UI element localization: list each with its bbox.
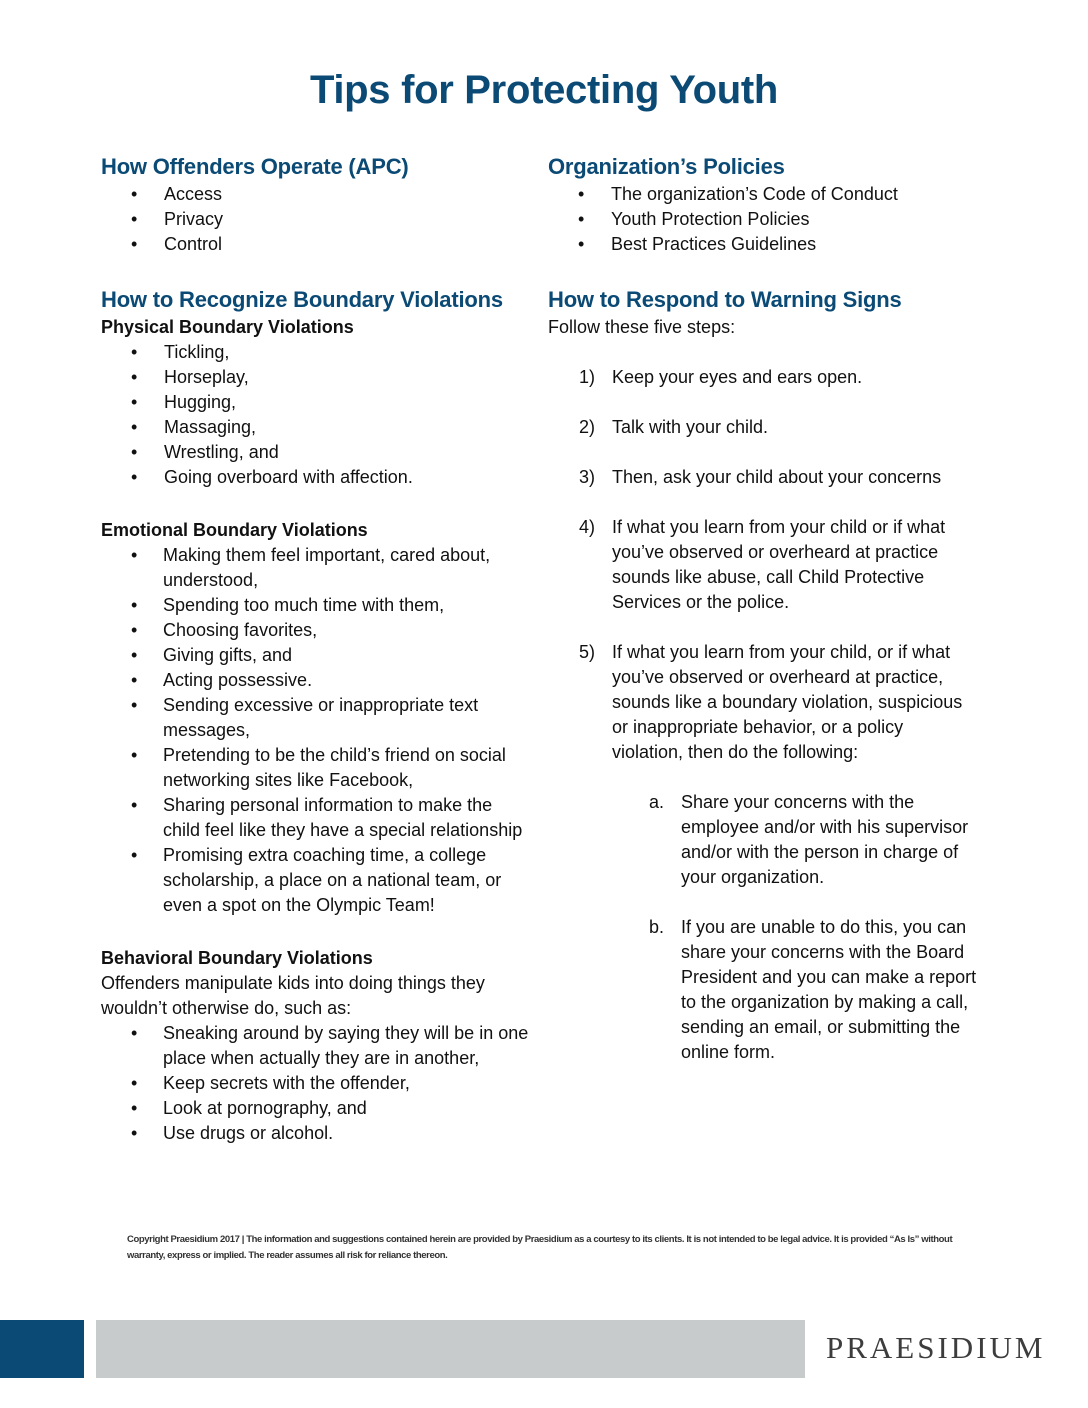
policies-heading: Organization’s Policies — [548, 154, 785, 179]
respond-intro: Follow these five steps: — [548, 317, 736, 337]
policies-section — [548, 152, 978, 257]
steps-list — [548, 365, 978, 765]
right-column — [548, 152, 978, 1065]
list-item: • The organization’s Code of Conduct — [548, 182, 978, 207]
list-item: • Acting possessive. — [101, 668, 531, 693]
list-item: • Youth Protection Policies — [548, 207, 978, 232]
list-item: • Going overboard with affection. — [101, 465, 531, 490]
physical-heading: Physical Boundary Violations — [101, 317, 354, 337]
substep-text: If you are unable to do this, you can share your concerns with the Board President and you can make a report to the organization by making a call, sending an email, or submitting the online form. — [681, 917, 977, 1062]
page-title: Tips for Protecting Youth — [309, 68, 779, 112]
physical-list — [101, 340, 531, 490]
footer-accent-block — [0, 1320, 84, 1378]
list-item: • Privacy — [101, 207, 531, 232]
boundary-heading: How to Recognize Boundary Violations — [101, 287, 503, 312]
step-number: 1) — [579, 367, 596, 387]
list-item: • Best Practices Guidelines — [548, 232, 978, 257]
list-item: • Use drugs or alcohol. — [101, 1121, 531, 1146]
offenders-list — [101, 182, 531, 257]
list-item: • Spending too much time with them, — [101, 593, 531, 618]
footer-bar — [96, 1320, 805, 1378]
list-item: • Control — [101, 232, 531, 257]
behavioral-heading: Behavioral Boundary Violations — [101, 948, 373, 968]
substep-letter: b. — [649, 917, 665, 937]
step-number: 2) — [579, 417, 596, 437]
step-item — [548, 415, 978, 440]
praesidium-logo: PRAESIDIUM — [826, 1330, 1046, 1365]
step-text: If what you learn from your child or if what you’ve observed or overheard at practice sounds like abuse, call Child Protective Services or the police. — [612, 517, 946, 612]
substep-item — [548, 915, 978, 1065]
respond-section — [548, 285, 978, 1065]
list-item: • Tickling, — [101, 340, 531, 365]
list-item: • Horseplay, — [101, 365, 531, 390]
step-number: 5) — [579, 642, 596, 662]
list-item: • Sending excessive or inappropriate text messages, — [101, 693, 531, 743]
substep-text: Share your concerns with the employee and/or with his supervisor and/or with the person in charge of your organization. — [681, 792, 969, 887]
policies-list — [548, 182, 978, 257]
respond-heading: How to Respond to Warning Signs — [548, 287, 902, 312]
list-item: • Choosing favorites, — [101, 618, 531, 643]
step-item — [548, 465, 978, 490]
step-item — [548, 640, 978, 765]
step-item — [548, 515, 978, 615]
behavioral-list — [101, 1021, 531, 1146]
step-text: Talk with your child. — [612, 417, 769, 437]
copyright-notice: Copyright Praesidium 2017 | The information and suggestions contained herein are provided by Praesidium as a courtesy to its clients. It is not intended to be legal advice. It is provided “As Is” without warranty, express or implied. The reader assumes all risk for reliance thereon. — [127, 1234, 953, 1261]
list-item: • Look at pornography, and — [101, 1096, 531, 1121]
step-text: Then, ask your child about your concerns — [612, 467, 942, 487]
list-item: • Massaging, — [101, 415, 531, 440]
substep-letter: a. — [649, 792, 665, 812]
list-item: • Making them feel important, cared about, understood, — [101, 543, 531, 593]
step-number: 3) — [579, 467, 596, 487]
offenders-heading: How Offenders Operate (APC) — [101, 154, 409, 179]
list-item: • Pretending to be the child’s friend on social networking sites like Facebook, — [101, 743, 531, 793]
substeps-list — [548, 790, 978, 1065]
list-item: • Sharing personal information to make the child feel like they have a special relationship — [101, 793, 531, 843]
emotional-list — [101, 543, 531, 918]
list-item: • Hugging, — [101, 390, 531, 415]
list-item: • Wrestling, and — [101, 440, 531, 465]
boundary-section — [101, 285, 531, 1146]
step-item — [548, 365, 978, 390]
substep-item — [548, 790, 978, 890]
emotional-heading: Emotional Boundary Violations — [101, 520, 368, 540]
behavioral-intro: Offenders manipulate kids into doing things they wouldn’t otherwise do, such as: — [101, 973, 485, 1018]
step-text: Keep your eyes and ears open. — [612, 367, 863, 387]
list-item: • Promising extra coaching time, a college scholarship, a place on a national team, or even a spot on the Olympic Team! — [101, 843, 531, 918]
step-text: If what you learn from your child, or if what you’ve observed or overheard at practice, sounds like a boundary violation, suspicious or inappropriate behavior, or a policy violation, then do the following: — [612, 642, 963, 762]
offenders-section — [101, 152, 531, 257]
step-number: 4) — [579, 517, 596, 537]
list-item: • Giving gifts, and — [101, 643, 531, 668]
list-item: • Access — [101, 182, 531, 207]
left-column — [101, 152, 531, 1146]
list-item: • Sneaking around by saying they will be in one place when actually they are in another, — [101, 1021, 531, 1071]
list-item: • Keep secrets with the offender, — [101, 1071, 531, 1096]
